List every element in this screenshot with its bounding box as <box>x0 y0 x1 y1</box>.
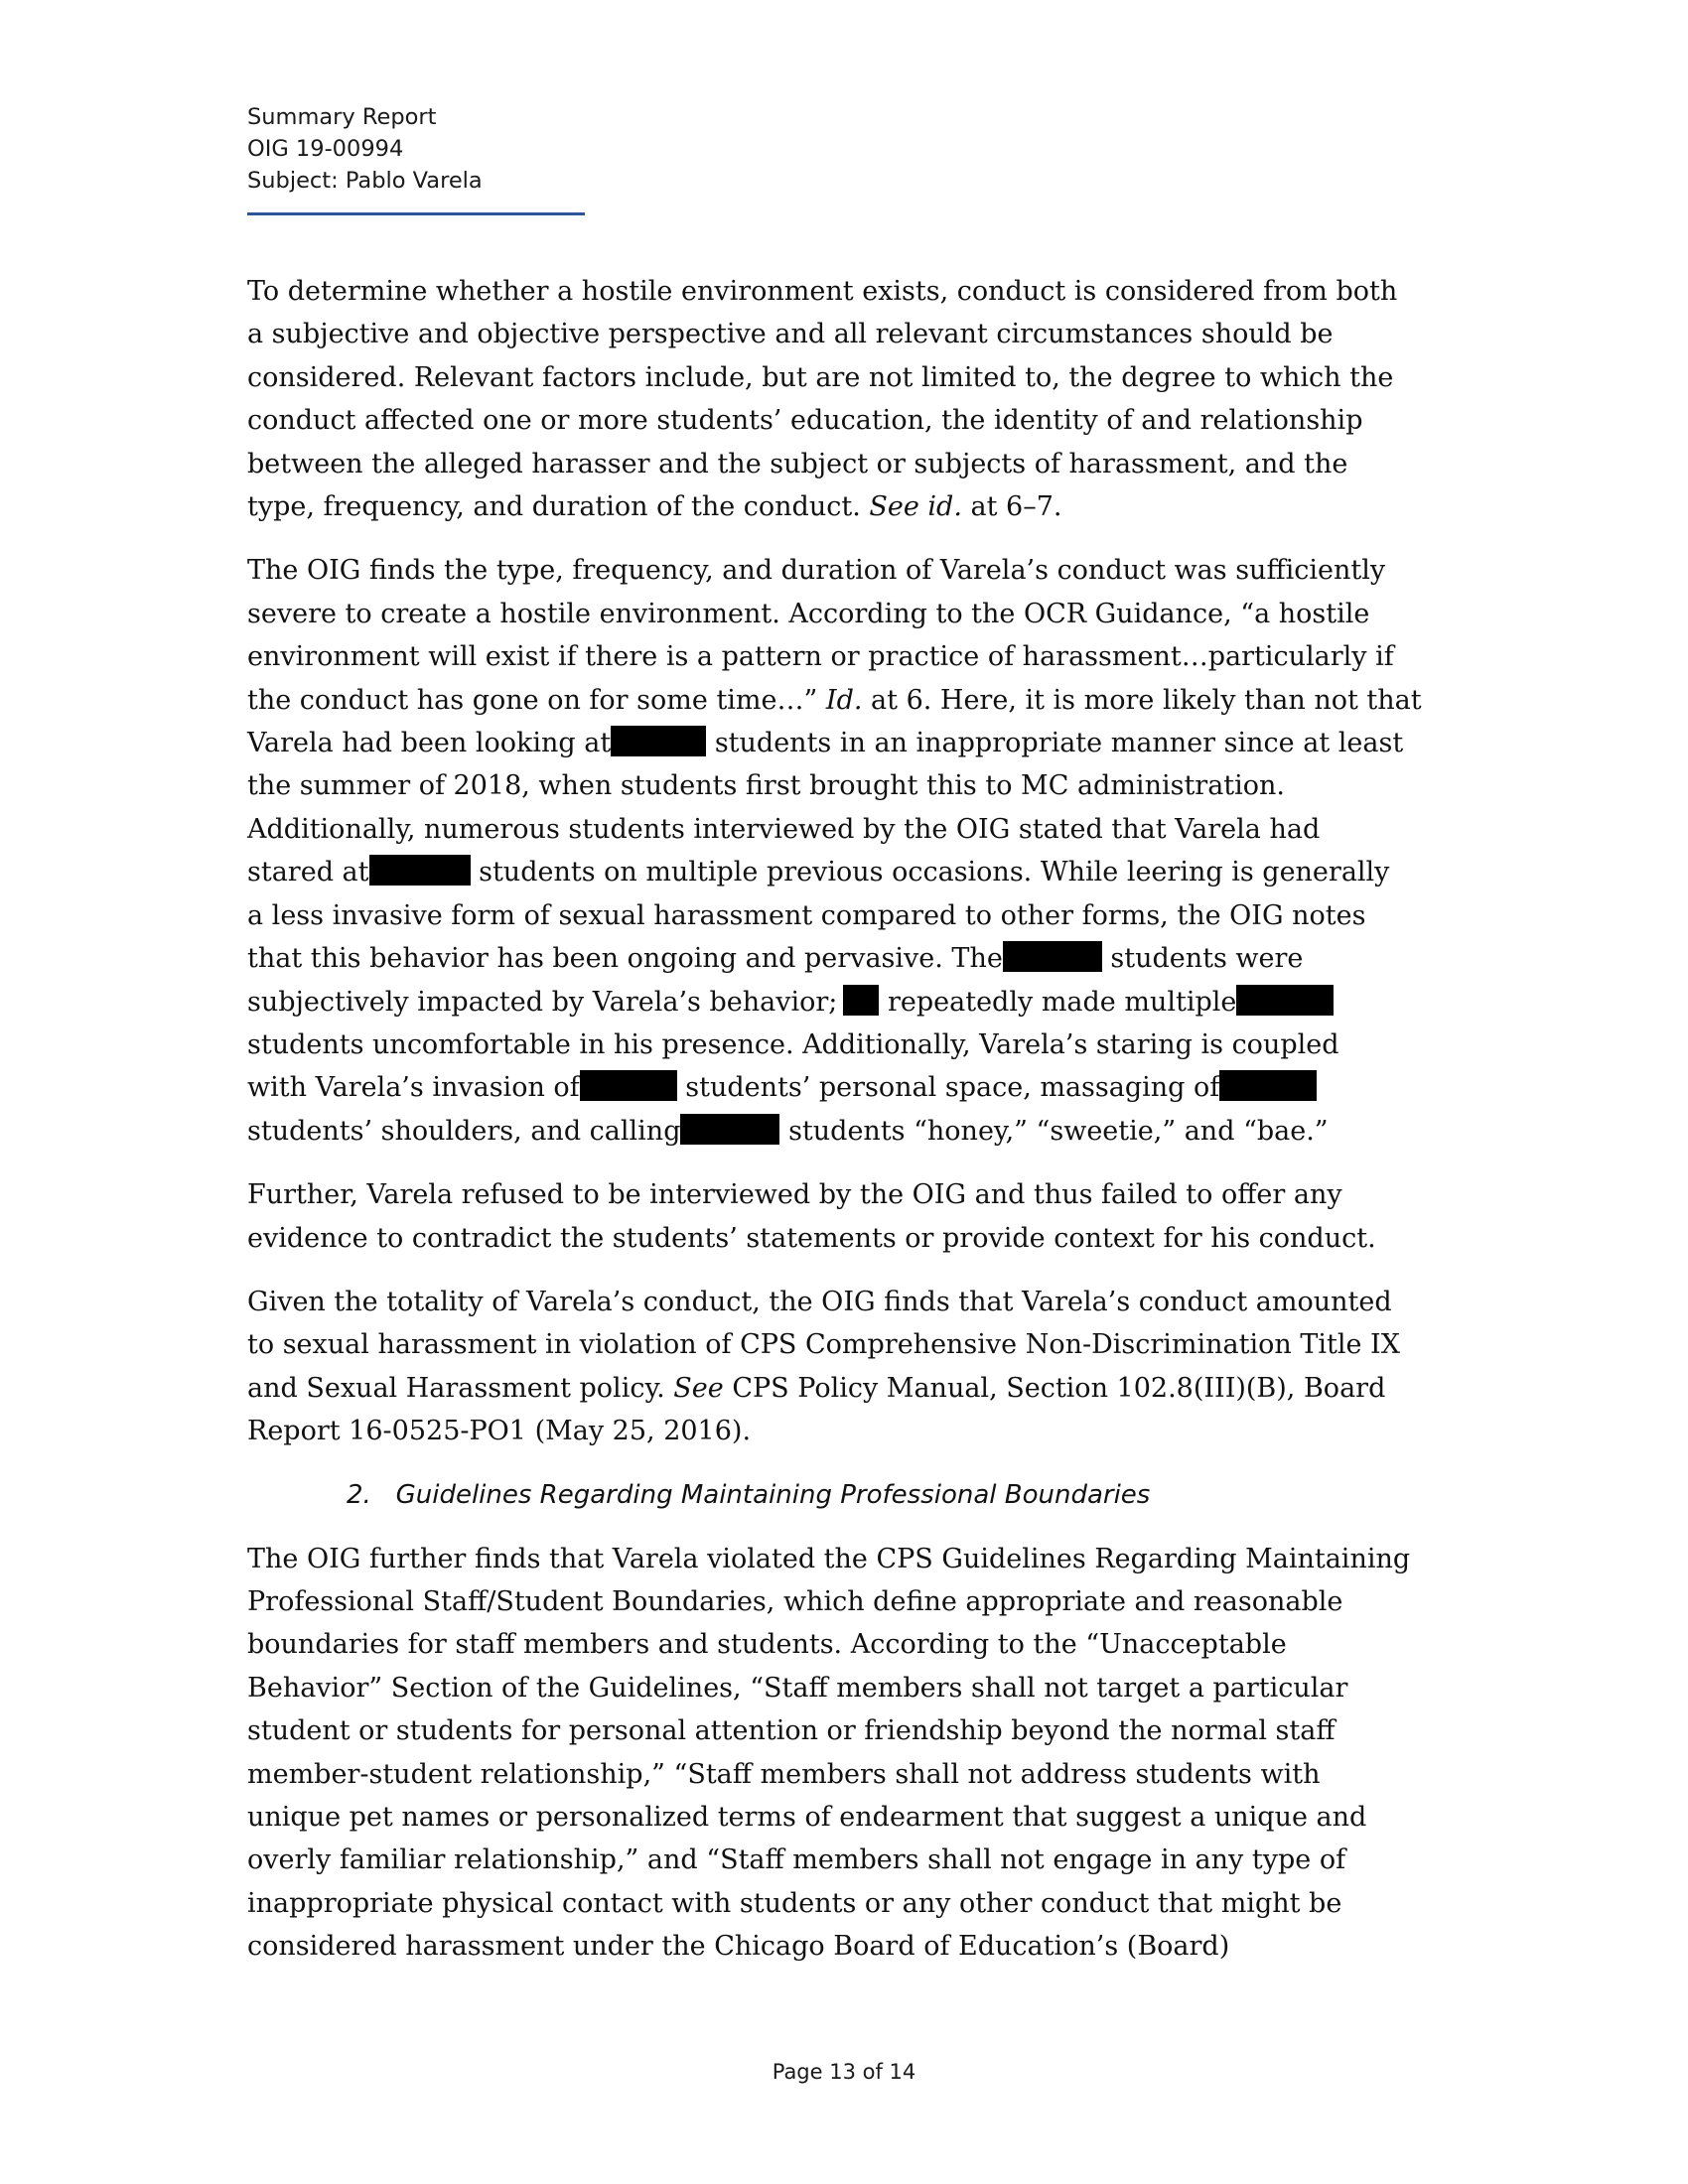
paragraph-refusal <box>247 1173 1449 1260</box>
text-run: students’ personal space, massaging of <box>676 1072 1220 1104</box>
paragraph-boundaries <box>247 1538 1449 1969</box>
header-report-type: Summary Report <box>247 104 437 130</box>
text-run: and Sexual Harassment policy. <box>247 1372 674 1404</box>
text-line: Behavior” Section of the Guidelines, “Staff members shall not target a particular <box>247 1672 1348 1704</box>
text-line: Further, Varela refused to be interviewed by the OIG and thus failed to offer any <box>247 1179 1342 1211</box>
text-line: between the alleged harasser and the subject or subjects of harassment, and the <box>247 448 1348 479</box>
text-run: students in an inappropriate manner since at least <box>706 728 1404 759</box>
redaction-box <box>1219 1070 1317 1101</box>
redaction-box <box>369 855 471 886</box>
text-run: repeatedly made multiple <box>879 986 1237 1018</box>
text-line <box>247 981 1449 1024</box>
text-line: student or students for personal attention or friendship beyond the normal staff <box>247 1715 1336 1747</box>
page-number: Page 13 of 14 <box>772 2060 916 2084</box>
redaction-box <box>1236 985 1334 1016</box>
text-line: evidence to contradict the students’ statements or provide context for his conduct. <box>247 1222 1376 1254</box>
text-run: CPS Policy Manual, Section 102.8(III)(B), Board <box>723 1372 1386 1404</box>
text-line <box>247 851 1449 893</box>
document-body <box>247 270 1449 1969</box>
text-line <box>247 1066 1449 1109</box>
text-line: the summer of 2018, when students first brought this to MC administration. <box>247 770 1286 802</box>
redaction-box <box>611 726 706 756</box>
redaction-box <box>1003 941 1102 972</box>
text-run: students “honey,” “sweetie,” and “bae.” <box>779 1115 1329 1147</box>
text-line: a subjective and objective perspective and all relevant circumstances should be <box>247 319 1334 350</box>
text-line <box>247 937 1449 980</box>
paragraph-hostile-environment <box>247 270 1449 528</box>
text-line: conduct affected one or more students’ education, the identity of and relationship <box>247 405 1363 437</box>
text-line: To determine whether a hostile environment exists, conduct is considered from both <box>247 276 1398 307</box>
text-run: the conduct has gone on for some time…” <box>247 684 826 716</box>
text-line: overly familiar relationship,” and “Staff members shall not engage in any type of <box>247 1844 1346 1876</box>
redaction-box <box>843 985 879 1016</box>
citation-italic: See <box>673 1372 724 1404</box>
text-line: severe to create a hostile environment. According to the OCR Guidance, “a hostile <box>247 598 1370 629</box>
text-run: at 6. Here, it is more likely than not that <box>862 684 1422 716</box>
page-header <box>247 101 483 197</box>
text-line: to sexual harassment in violation of CPS Comprehensive Non-Discrimination Title IX <box>247 1329 1400 1361</box>
redaction-box <box>680 1114 779 1145</box>
text-line: The OIG finds the type, frequency, and duration of Varela’s conduct was sufficiently <box>247 555 1386 587</box>
text-line <box>247 1110 1449 1153</box>
text-run: students were <box>1101 943 1304 975</box>
redaction-box <box>580 1070 677 1101</box>
text-line: unique pet names or personalized terms of endearment that suggest a unique and <box>247 1802 1367 1833</box>
section-subheading: 2. Guidelines Regarding Maintaining Professional Boundaries <box>347 1479 1151 1510</box>
text-line: The OIG further finds that Varela violated the CPS Guidelines Regarding Maintaining <box>247 1543 1411 1574</box>
header-case-number: OIG 19-00994 <box>247 136 404 162</box>
text-line: Given the totality of Varela’s conduct, the OIG finds that Varela’s conduct amounted <box>247 1286 1392 1317</box>
citation-italic: Id. <box>825 684 863 716</box>
text-run: type, frequency, and duration of the conduct. <box>247 491 870 523</box>
text-run: at 6–7. <box>961 491 1062 523</box>
paragraph-oig-findings <box>247 549 1449 1153</box>
text-line: Professional Staff/Student Boundaries, which define appropriate and reasonable <box>247 1585 1343 1617</box>
text-line <box>247 1367 1449 1410</box>
text-run: that this behavior has been ongoing and pervasive. The <box>247 943 1003 975</box>
text-run: students on multiple previous occasions. While leering is generally <box>470 857 1390 888</box>
text-line: member-student relationship,” “Staff members shall not address students with <box>247 1758 1321 1790</box>
citation-italic: See id. <box>869 491 962 523</box>
paragraph-conclusion <box>247 1281 1449 1453</box>
text-run: stared at <box>247 857 369 888</box>
text-line <box>247 679 1449 722</box>
text-run: subjectively impacted by Varela’s behavior; <box>247 986 838 1018</box>
text-line: considered harassment under the Chicago Board of Education’s (Board) <box>247 1931 1230 1963</box>
text-line: inappropriate physical contact with students or any other conduct that might be <box>247 1887 1342 1919</box>
text-run: Varela had been looking at <box>247 728 612 759</box>
text-line: a less invasive form of sexual harassment compared to other forms, the OIG notes <box>247 899 1366 931</box>
text-line: Report 16-0525-PO1 (May 25, 2016). <box>247 1416 752 1447</box>
text-line: Additionally, numerous students interviewed by the OIG stated that Varela had <box>247 813 1321 845</box>
header-subject: Subject: Pablo Varela <box>247 168 483 194</box>
text-line <box>247 485 1449 528</box>
text-run: students’ shoulders, and calling <box>247 1115 681 1147</box>
text-line <box>247 722 1449 764</box>
header-rule <box>247 212 585 215</box>
text-line: boundaries for staff members and students. According to the “Unacceptable <box>247 1629 1287 1661</box>
text-line: considered. Relevant factors include, but are not limited to, the degree to which the <box>247 361 1394 393</box>
text-line: environment will exist if there is a pattern or practice of harassment…particularly if <box>247 641 1394 673</box>
text-line: students uncomfortable in his presence. Additionally, Varela’s staring is coupled <box>247 1028 1339 1060</box>
text-run: with Varela’s invasion of <box>247 1072 580 1104</box>
